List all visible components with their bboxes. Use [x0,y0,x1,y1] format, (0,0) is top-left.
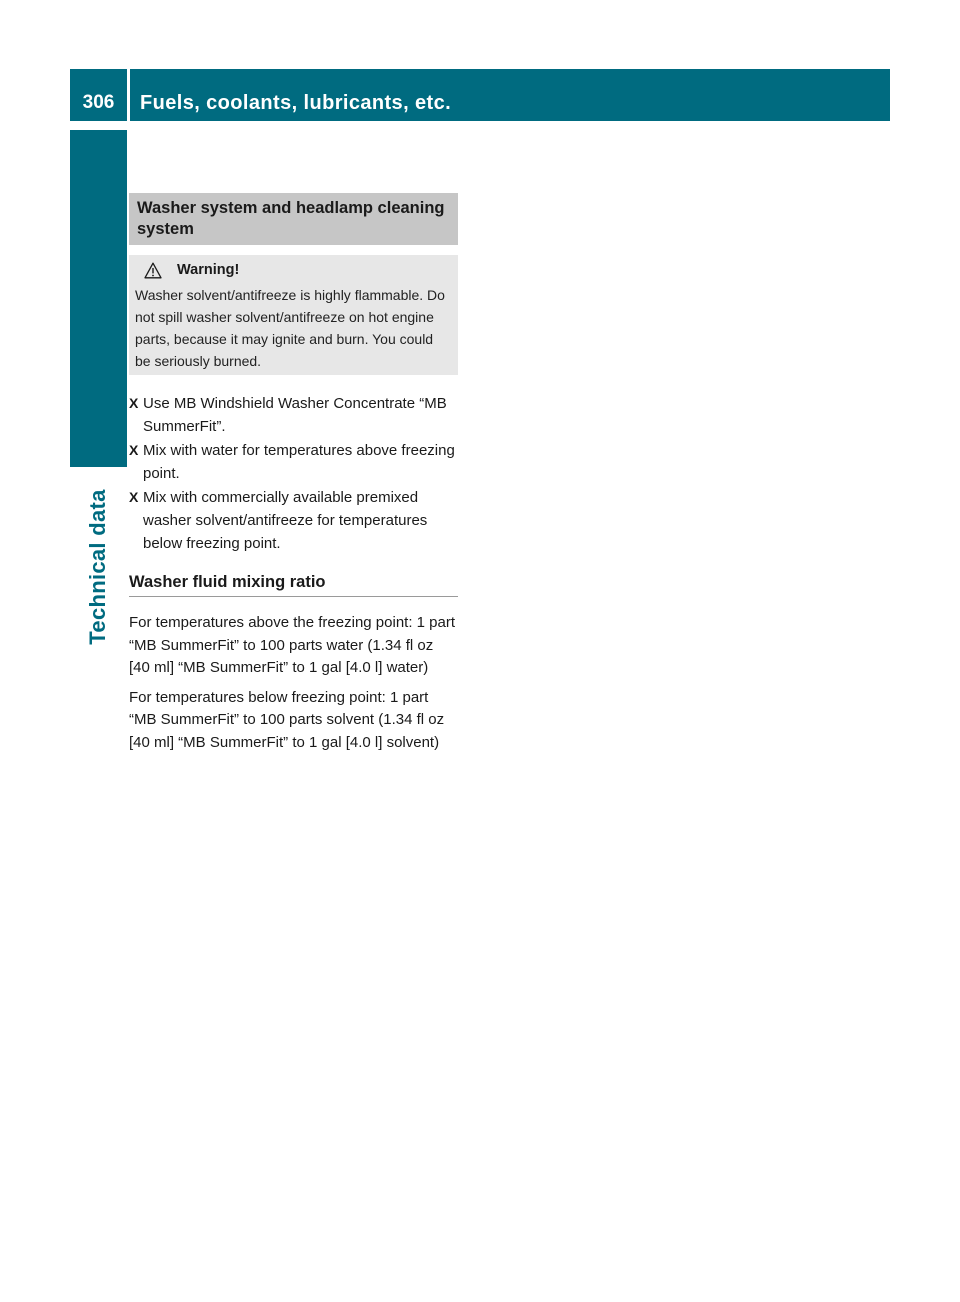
side-tab [70,475,127,660]
page-number: 306 [82,92,115,113]
instruction-text: Mix with water for temperatures above freezing point. [143,442,455,482]
mixing-below-freezing: For temperatures below freezing point: 1 part “MB SummerFit” to 100 parts solvent (1.34 fl oz [40 ml] “MB SummerFit” to 1 gal [4.0 l] solvent) [129,688,445,751]
instruction-marker: X [129,442,139,458]
header-divider [127,69,130,121]
mixing-ratio-heading: Washer fluid mixing ratio [129,571,458,597]
instruction-list [129,392,458,555]
instruction-item [129,439,458,485]
side-color-block [70,130,127,467]
instruction-text: Mix with commercially available premixed washer solvent/antifreeze for temperatures below freezing point. [143,489,428,552]
instruction-marker: X [129,489,139,505]
instruction-text: Use MB Windshield Washer Concentrate “MB SummerFit”. [143,395,447,435]
warning-triangle-icon [144,262,162,279]
instruction-item [129,392,458,438]
page-header [70,69,890,121]
instruction-marker: X [129,395,139,411]
side-tab-label: Technical data [85,489,110,645]
mixing-above-freezing: For temperatures above the freezing point: 1 part “MB SummerFit” to 100 parts water (1.34 fl oz [40 ml] “MB SummerFit” to 1 gal [4.0 l] water) [129,614,456,676]
section-heading: Washer system and headlamp cleaning system [129,193,458,245]
warning-header [135,260,452,280]
main-content [129,193,458,754]
warning-title: Warning! [177,262,240,278]
warning-box [129,255,458,375]
chapter-title: Fuels, coolants, lubricants, etc. [140,92,452,114]
instruction-item [129,486,458,555]
warning-text: Washer solvent/antifreeze is highly flammable. Do not spill washer solvent/antifreeze on hot engine parts, because it may ignite and burn. You could be seriously burned. [135,287,445,369]
